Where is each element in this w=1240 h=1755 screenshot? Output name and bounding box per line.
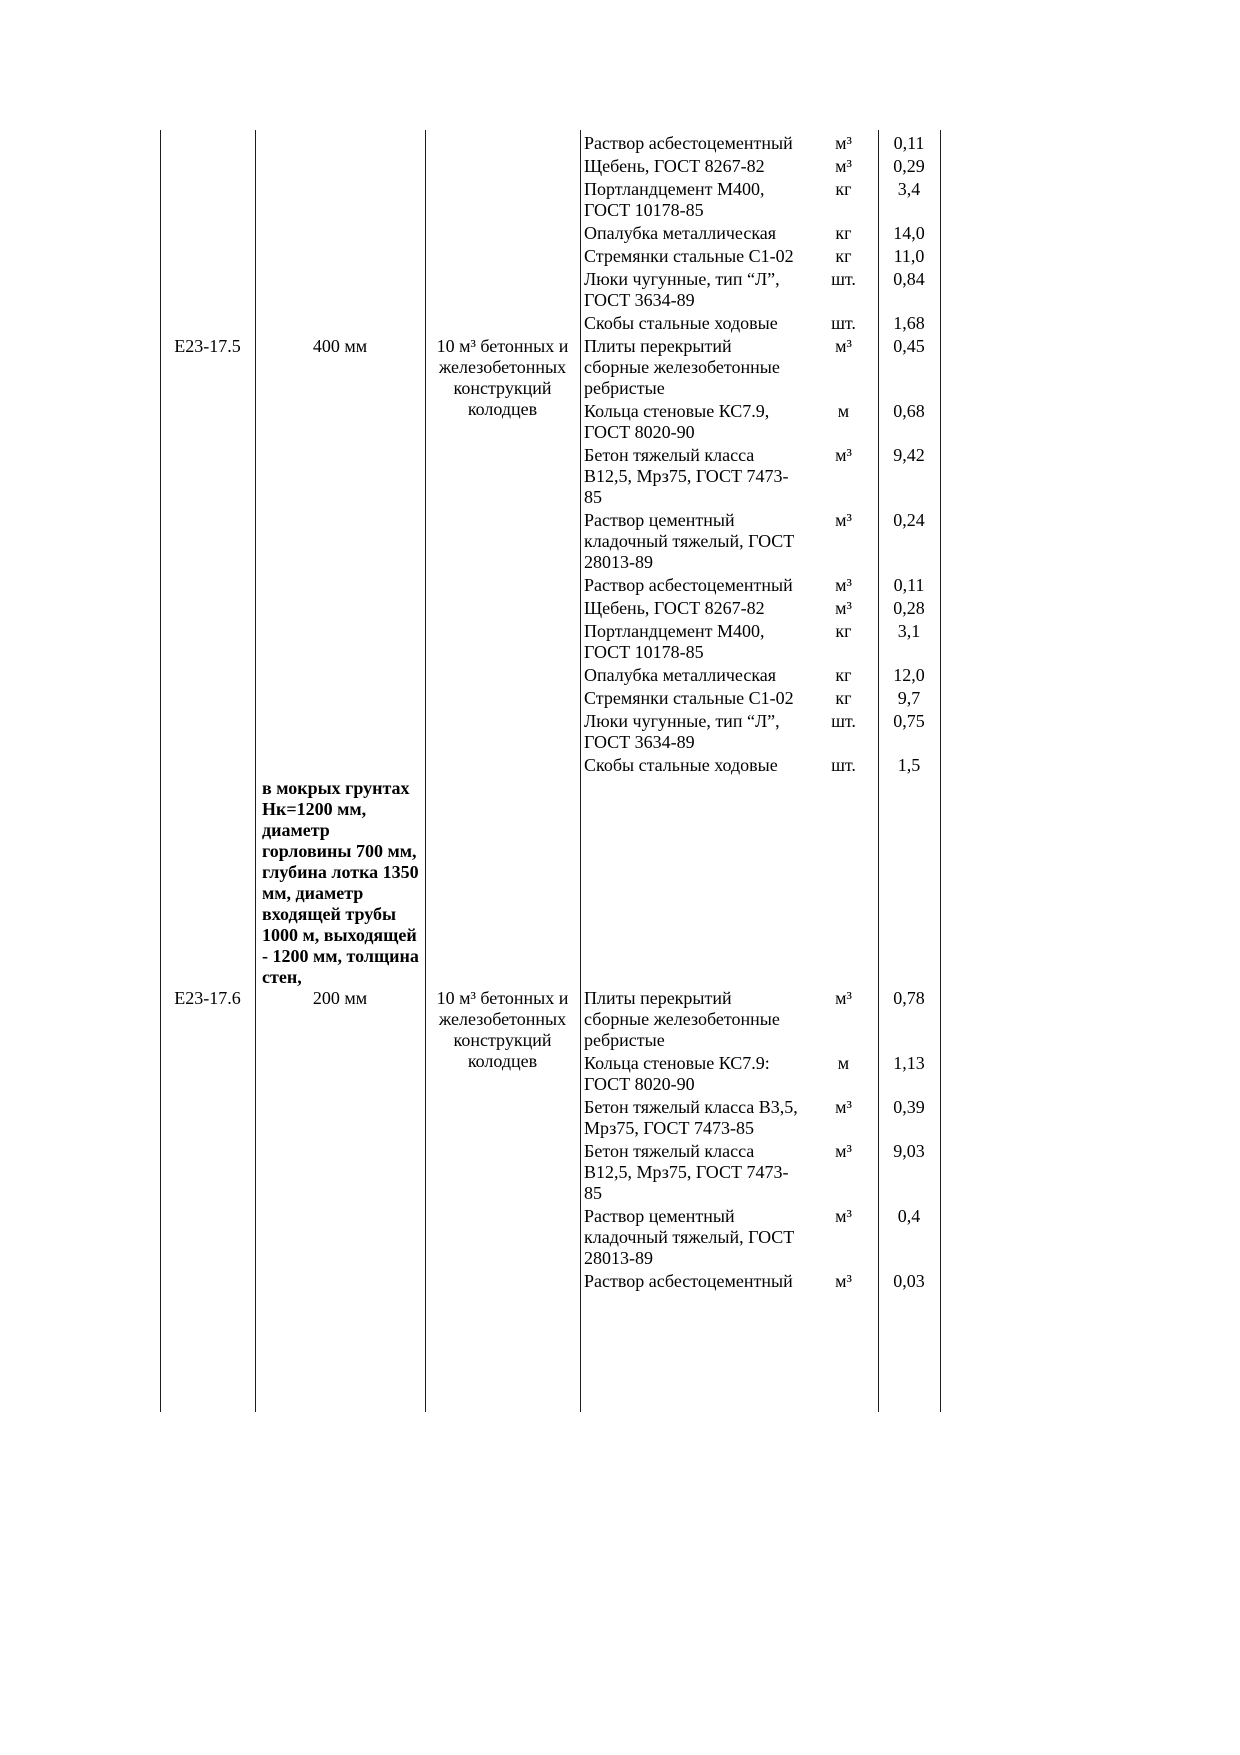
material-name: Кольца стеновые КС7.9: ГОСТ 8020-90 [584, 1053, 770, 1094]
material-unit: м [837, 401, 850, 421]
material-name: Щебень, ГОСТ 8267-82 [584, 598, 765, 618]
material-unit: м³ [835, 445, 852, 465]
norms-table [160, 130, 941, 1412]
row-code: Е23-17.6 [174, 988, 241, 1008]
material-name: Кольца стеновые КС7.9, ГОСТ 8020-90 [584, 401, 770, 442]
material-name: Раствор асбестоцементный [584, 575, 793, 595]
material-name: Стремянки стальные С1-02 [584, 246, 794, 266]
material-qty: 1,13 [893, 1053, 925, 1073]
material-unit: м³ [835, 988, 852, 1008]
material-qty: 0,29 [893, 156, 925, 176]
material-row [580, 598, 940, 619]
table-row-group [160, 336, 941, 778]
material-row [580, 711, 940, 753]
material-unit: шт. [831, 711, 856, 731]
row-code: Е23-17.5 [174, 336, 241, 356]
material-qty: 0,45 [893, 336, 925, 356]
material-qty: 9,42 [893, 445, 925, 465]
material-qty: 3,4 [897, 179, 921, 199]
material-name: Портландцемент М400, ГОСТ 10178-85 [584, 621, 765, 662]
material-unit: кг [835, 179, 852, 199]
material-qty: 0,68 [893, 401, 925, 421]
material-qty: 9,03 [893, 1141, 925, 1161]
material-name: Раствор цементный кладочный тяжелый, ГОСТ 28013-89 [584, 1206, 795, 1268]
material-unit: м³ [835, 1271, 852, 1291]
material-unit: м³ [835, 1097, 852, 1117]
material-qty: 0,11 [893, 575, 925, 595]
material-name: Скобы стальные ходовые [584, 755, 778, 775]
material-name: Раствор цементный кладочный тяжелый, ГОСТ 28013-89 [584, 510, 795, 572]
material-qty: 11,0 [893, 246, 925, 266]
material-row [580, 688, 940, 709]
material-name: Опалубка металлическая [584, 223, 777, 243]
material-row [580, 1271, 940, 1292]
material-qty: 0,84 [893, 269, 925, 289]
material-row [580, 156, 940, 177]
material-name: Люки чугунные, тип “Л”, ГОСТ 3634-89 [584, 269, 780, 310]
row-measure: 10 м³ бетонных и железобетонных конструкций колодцев [436, 336, 569, 419]
material-unit: м³ [835, 133, 852, 153]
material-unit: м³ [835, 156, 852, 176]
material-row [580, 1053, 940, 1095]
material-row [580, 246, 940, 267]
material-row [580, 510, 940, 573]
material-unit: м³ [835, 336, 852, 356]
material-unit: м³ [835, 510, 852, 530]
material-qty: 0,11 [893, 133, 925, 153]
material-name: Бетон тяжелый класса В3,5, Мрз75, ГОСТ 7473-85 [584, 1097, 798, 1138]
materials-list [580, 988, 940, 1294]
material-row [580, 179, 940, 221]
material-name: Плиты перекрытий сборные железобетонные ребристые [584, 988, 780, 1050]
material-qty: 0,24 [893, 510, 925, 530]
material-row [580, 575, 940, 596]
material-qty: 1,5 [897, 755, 921, 775]
material-unit: м³ [835, 1141, 852, 1161]
material-unit: кг [835, 621, 852, 641]
material-name: Бетон тяжелый класса В12,5, Мрз75, ГОСТ 7473-85 [584, 1141, 789, 1203]
material-unit: кг [835, 246, 852, 266]
material-name: Портландцемент М400, ГОСТ 10178-85 [584, 179, 765, 220]
material-row [580, 665, 940, 686]
material-row [580, 313, 940, 334]
row-size: в мокрых грунтах Нк=1200 мм, диаметр горловины 700 мм, глубина лотка 1350 мм, диаметр входящей трубы 1000 м, выходящей - 1200 мм, толщина стен, [262, 778, 419, 987]
material-qty: 12,0 [893, 665, 925, 685]
material-unit: м [837, 1053, 850, 1073]
row-size: 400 мм [312, 336, 368, 356]
material-qty: 0,4 [897, 1206, 921, 1226]
material-unit: шт. [831, 755, 856, 775]
material-row [580, 1206, 940, 1269]
material-row [580, 336, 940, 399]
material-name: Раствор асбестоцементный [584, 133, 793, 153]
material-row [580, 269, 940, 311]
material-qty: 0,39 [893, 1097, 925, 1117]
material-unit: шт. [831, 269, 856, 289]
material-unit: шт. [831, 313, 856, 333]
material-row [580, 401, 940, 443]
material-row [580, 988, 940, 1051]
row-size: 200 мм [312, 988, 368, 1008]
material-qty: 0,75 [893, 711, 925, 731]
material-row [580, 223, 940, 244]
material-unit: м³ [835, 1206, 852, 1226]
material-unit: м³ [835, 575, 852, 595]
material-unit: кг [835, 223, 852, 243]
material-name: Люки чугунные, тип “Л”, ГОСТ 3634-89 [584, 711, 780, 752]
material-row [580, 445, 940, 508]
material-unit: м³ [835, 598, 852, 618]
table-row-group [160, 988, 941, 1294]
material-name: Щебень, ГОСТ 8267-82 [584, 156, 765, 176]
material-row [580, 1097, 940, 1139]
material-qty: 1,68 [893, 313, 925, 333]
material-qty: 3,1 [897, 621, 921, 641]
material-row [580, 1141, 940, 1204]
material-row [580, 621, 940, 663]
table-body [160, 130, 941, 1294]
material-row [580, 755, 940, 776]
material-name: Бетон тяжелый класса В12,5, Мрз75, ГОСТ 7473-85 [584, 445, 789, 507]
table-row-group [160, 778, 941, 988]
material-name: Плиты перекрытий сборные железобетонные ребристые [584, 336, 780, 398]
material-qty: 9,7 [897, 688, 921, 708]
material-row [580, 133, 940, 154]
table-row-group [160, 133, 941, 336]
material-name: Стремянки стальные С1-02 [584, 688, 794, 708]
materials-list [580, 336, 940, 778]
material-name: Скобы стальные ходовые [584, 313, 778, 333]
material-unit: кг [835, 688, 852, 708]
materials-list [580, 133, 940, 336]
material-qty: 0,03 [893, 1271, 925, 1291]
material-name: Раствор асбестоцементный [584, 1271, 793, 1291]
row-measure: 10 м³ бетонных и железобетонных конструкций колодцев [436, 988, 569, 1071]
material-qty: 0,78 [893, 988, 925, 1008]
material-qty: 14,0 [893, 223, 925, 243]
material-qty: 0,28 [893, 598, 925, 618]
material-name: Опалубка металлическая [584, 665, 777, 685]
material-unit: кг [835, 665, 852, 685]
